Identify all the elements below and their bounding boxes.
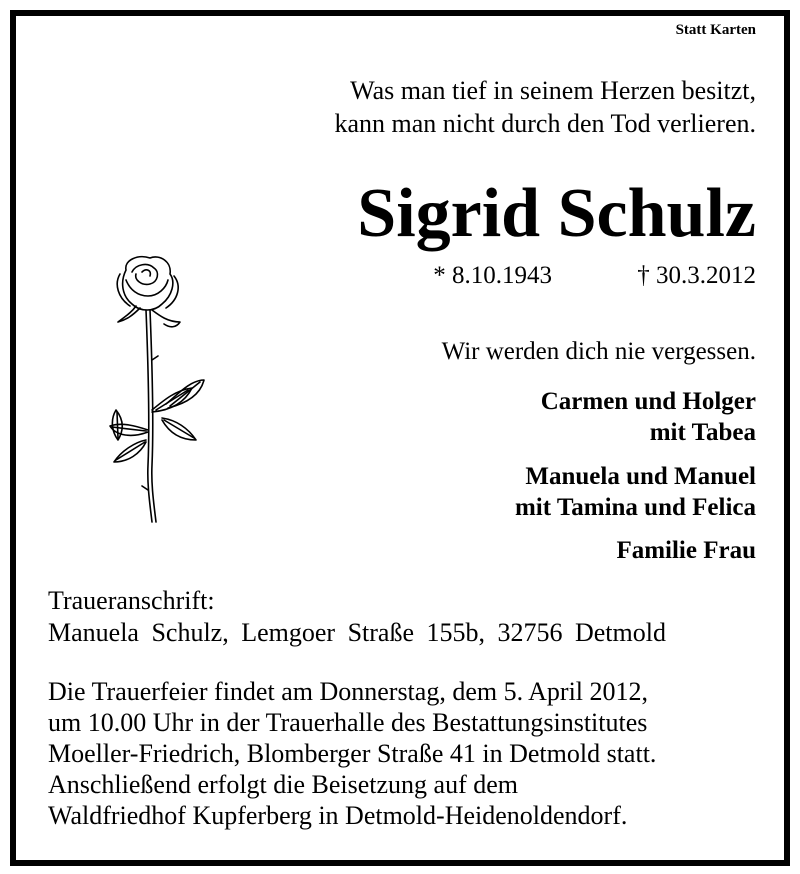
mourner-group-3: Familie Frau — [616, 537, 756, 564]
deceased-name: Sigrid Schulz — [357, 175, 756, 252]
mourner-group-1-line-2: mit Tabea — [649, 419, 756, 446]
statt-karten-label: Statt Karten — [675, 22, 756, 38]
motto-line-1: Was man tief in seinem Herzen besitzt, — [350, 76, 756, 105]
address-label: Traueranschrift: — [48, 586, 215, 615]
ceremony-line-1: Die Trauerfeier findet am Donnerstag, dem 5. April 2012, — [48, 677, 649, 706]
motto-quote — [334, 74, 756, 140]
mourner-group-2 — [515, 461, 756, 523]
mourner-group-1-line-1: Carmen und Holger — [540, 388, 756, 415]
death-date: † 30.3.2012 — [637, 262, 756, 289]
rose-icon — [96, 250, 216, 530]
birth-date: * 8.10.1943 — [433, 262, 552, 289]
ceremony-line-5: Waldfriedhof Kupferberg in Detmold-Heidenoldendorf. — [48, 801, 628, 830]
mourner-group-2-line-2: mit Tamina und Felica — [514, 494, 756, 521]
ceremony-info — [48, 676, 656, 831]
motto-line-2: kann man nicht durch den Tod verlieren. — [334, 109, 756, 138]
ceremony-line-2: um 10.00 Uhr in der Trauerhalle des Bestattungsinstitutes — [48, 708, 648, 737]
ceremony-line-3: Moeller-Friedrich, Blomberger Straße 41 in Detmold statt. — [48, 739, 657, 768]
mourner-group-2-line-1: Manuela und Manuel — [525, 463, 756, 490]
address-line: Manuela Schulz, Lemgoer Straße 155b, 32756 Detmold — [48, 618, 666, 647]
mourner-group-1 — [541, 386, 756, 448]
ceremony-line-4: Anschließend erfolgt die Beisetzung auf dem — [48, 770, 519, 799]
farewell-line: Wir werden dich nie vergessen. — [441, 338, 756, 365]
